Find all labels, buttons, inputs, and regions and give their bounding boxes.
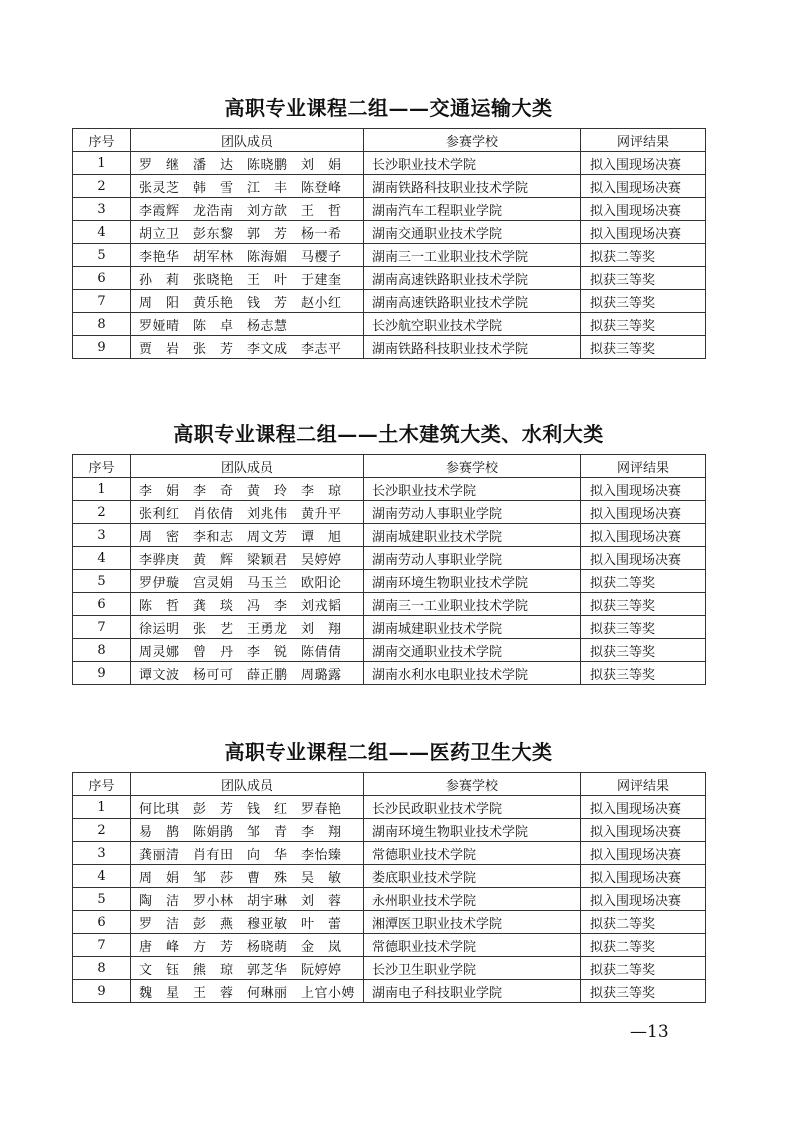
- table-row: [73, 888, 706, 911]
- table-header-row: [73, 773, 706, 796]
- team-members: 李霞辉 龙浩南 刘方歆 王 哲: [131, 198, 364, 221]
- table-row: [73, 911, 706, 934]
- school-name: 永州职业技术学院: [364, 888, 581, 911]
- school-name: 长沙民政职业技术学院: [364, 796, 581, 819]
- team-members: 张利红 肖依倩 刘兆伟 黄升平: [131, 501, 364, 524]
- team-members: 孙 莉 张晓艳 王 叶 于建奎: [131, 267, 364, 290]
- table-row: [73, 175, 706, 198]
- row-number: 9: [73, 980, 131, 1003]
- team-members: 胡立卫 彭东黎 郭 芳 杨一希: [131, 221, 364, 244]
- column-header: 参赛学校: [364, 455, 581, 478]
- row-number: 7: [73, 290, 131, 313]
- results-table: [72, 128, 706, 359]
- table-row: [73, 865, 706, 888]
- review-result: 拟获三等奖: [581, 290, 706, 313]
- school-name: 湖南交通职业技术学院: [364, 639, 581, 662]
- row-number: 7: [73, 934, 131, 957]
- review-result: 拟获三等奖: [581, 980, 706, 1003]
- column-header: 团队成员: [131, 129, 364, 152]
- review-result: 拟获二等奖: [581, 934, 706, 957]
- section-title: 高职专业课程二组——土木建筑大类、水利大类: [173, 422, 604, 446]
- column-header: 网评结果: [581, 455, 706, 478]
- team-members: 何比琪 彭 芳 钱 红 罗春艳: [131, 796, 364, 819]
- column-header: 参赛学校: [364, 773, 581, 796]
- column-header: 网评结果: [581, 773, 706, 796]
- column-header: 团队成员: [131, 773, 364, 796]
- table-row: [73, 934, 706, 957]
- review-result: 拟入围现场决赛: [581, 175, 706, 198]
- row-number: 8: [73, 639, 131, 662]
- table-row: [73, 980, 706, 1003]
- results-table: [72, 454, 706, 685]
- team-members: 罗 洁 彭 燕 穆亚敏 叶 蕾: [131, 911, 364, 934]
- column-header: 序号: [73, 455, 131, 478]
- review-result: 拟入围现场决赛: [581, 524, 706, 547]
- table-row: [73, 221, 706, 244]
- school-name: 长沙职业技术学院: [364, 152, 581, 175]
- table-row: [73, 244, 706, 267]
- table-row: [73, 842, 706, 865]
- row-number: 8: [73, 957, 131, 980]
- review-result: 拟获三等奖: [581, 267, 706, 290]
- school-name: 湖南三一工业职业技术学院: [364, 593, 581, 616]
- review-result: 拟入围现场决赛: [581, 888, 706, 911]
- row-number: 1: [73, 478, 131, 501]
- row-number: 2: [73, 501, 131, 524]
- school-name: 湖南铁路科技职业技术学院: [364, 175, 581, 198]
- school-name: 长沙卫生职业学院: [364, 957, 581, 980]
- review-result: 拟获二等奖: [581, 244, 706, 267]
- review-result: 拟入围现场决赛: [581, 796, 706, 819]
- team-members: 龚丽清 肖有田 向 华 李怡臻: [131, 842, 364, 865]
- school-name: 湖南劳动人事职业学院: [364, 547, 581, 570]
- school-name: 湖南电子科技职业学院: [364, 980, 581, 1003]
- row-number: 6: [73, 911, 131, 934]
- team-members: 李 娟 李 奇 黄 玲 李 琼: [131, 478, 364, 501]
- column-header: 序号: [73, 129, 131, 152]
- row-number: 9: [73, 662, 131, 685]
- table-header-row: [73, 129, 706, 152]
- row-number: 5: [73, 570, 131, 593]
- school-name: 湘潭医卫职业技术学院: [364, 911, 581, 934]
- table-row: [73, 198, 706, 221]
- review-result: 拟获三等奖: [581, 313, 706, 336]
- table-row: [73, 593, 706, 616]
- table-row: [73, 547, 706, 570]
- team-members: 周 娟 邹 莎 曹 殊 吴 敏: [131, 865, 364, 888]
- row-number: 4: [73, 547, 131, 570]
- review-result: 拟获三等奖: [581, 593, 706, 616]
- school-name: 湖南三一工业职业技术学院: [364, 244, 581, 267]
- school-name: 湖南铁路科技职业技术学院: [364, 336, 581, 359]
- column-header: 团队成员: [131, 455, 364, 478]
- team-members: 周 密 李和志 周文芳 谭 旭: [131, 524, 364, 547]
- team-members: 徐运明 张 艺 王勇龙 刘 翔: [131, 616, 364, 639]
- table-row: [73, 957, 706, 980]
- column-header: 网评结果: [581, 129, 706, 152]
- school-name: 长沙职业技术学院: [364, 478, 581, 501]
- school-name: 湖南高速铁路职业技术学院: [364, 267, 581, 290]
- table-row: [73, 662, 706, 685]
- school-name: 娄底职业技术学院: [364, 865, 581, 888]
- row-number: 2: [73, 175, 131, 198]
- team-members: 陈 哲 龚 琰 冯 李 刘戎韬: [131, 593, 364, 616]
- school-name: 湖南环境生物职业技术学院: [364, 819, 581, 842]
- table-row: [73, 336, 706, 359]
- row-number: 3: [73, 524, 131, 547]
- review-result: 拟入围现场决赛: [581, 819, 706, 842]
- table-row: [73, 290, 706, 313]
- team-members: 周灵娜 曾 丹 李 锐 陈倩倩: [131, 639, 364, 662]
- school-name: 湖南交通职业技术学院: [364, 221, 581, 244]
- table-header-row: [73, 455, 706, 478]
- table-row: [73, 796, 706, 819]
- team-members: 张灵芝 韩 雪 江 丰 陈登峰: [131, 175, 364, 198]
- table-row: [73, 570, 706, 593]
- section-title: 高职专业课程二组——交通运输大类: [224, 96, 553, 120]
- team-members: 魏 星 王 蓉 何琳丽 上官小娉: [131, 980, 364, 1003]
- school-name: 常德职业技术学院: [364, 934, 581, 957]
- team-members: 李骅庚 黄 辉 梁颖君 吴婷婷: [131, 547, 364, 570]
- review-result: 拟获二等奖: [581, 570, 706, 593]
- review-result: 拟获二等奖: [581, 957, 706, 980]
- column-header: 参赛学校: [364, 129, 581, 152]
- school-name: 湖南汽车工程职业学院: [364, 198, 581, 221]
- row-number: 3: [73, 198, 131, 221]
- section-title: 高职专业课程二组——医药卫生大类: [224, 740, 553, 764]
- review-result: 拟获三等奖: [581, 616, 706, 639]
- row-number: 5: [73, 244, 131, 267]
- review-result: 拟获三等奖: [581, 336, 706, 359]
- page-number: —13: [630, 1022, 669, 1042]
- review-result: 拟获二等奖: [581, 911, 706, 934]
- review-result: 拟入围现场决赛: [581, 152, 706, 175]
- school-name: 湖南劳动人事职业学院: [364, 501, 581, 524]
- review-result: 拟入围现场决赛: [581, 547, 706, 570]
- row-number: 1: [73, 796, 131, 819]
- review-result: 拟入围现场决赛: [581, 501, 706, 524]
- school-name: 湖南城建职业技术学院: [364, 524, 581, 547]
- column-header: 序号: [73, 773, 131, 796]
- team-members: 陶 洁 罗小林 胡宇琳 刘 蓉: [131, 888, 364, 911]
- school-name: 湖南环境生物职业技术学院: [364, 570, 581, 593]
- table-row: [73, 616, 706, 639]
- row-number: 6: [73, 267, 131, 290]
- school-name: 长沙航空职业技术学院: [364, 313, 581, 336]
- table-row: [73, 524, 706, 547]
- review-result: 拟获三等奖: [581, 639, 706, 662]
- team-members: 贾 岩 张 芳 李文成 李志平: [131, 336, 364, 359]
- review-result: 拟获三等奖: [581, 662, 706, 685]
- team-members: 周 阳 黄乐艳 钱 芳 赵小红: [131, 290, 364, 313]
- row-number: 3: [73, 842, 131, 865]
- review-result: 拟入围现场决赛: [581, 198, 706, 221]
- team-members: 罗娅晴 陈 卓 杨志慧: [131, 313, 364, 336]
- school-name: 湖南城建职业技术学院: [364, 616, 581, 639]
- results-table: [72, 772, 706, 1003]
- row-number: 5: [73, 888, 131, 911]
- table-row: [73, 501, 706, 524]
- row-number: 7: [73, 616, 131, 639]
- table-row: [73, 267, 706, 290]
- row-number: 4: [73, 221, 131, 244]
- row-number: 2: [73, 819, 131, 842]
- review-result: 拟入围现场决赛: [581, 842, 706, 865]
- row-number: 4: [73, 865, 131, 888]
- table-row: [73, 478, 706, 501]
- table-row: [73, 819, 706, 842]
- table-row: [73, 639, 706, 662]
- row-number: 1: [73, 152, 131, 175]
- team-members: 文 钰 熊 琼 郭芝华 阮婷婷: [131, 957, 364, 980]
- review-result: 拟入围现场决赛: [581, 865, 706, 888]
- table-row: [73, 313, 706, 336]
- team-members: 唐 峰 方 芳 杨晓萌 金 岚: [131, 934, 364, 957]
- school-name: 湖南水利水电职业技术学院: [364, 662, 581, 685]
- school-name: 湖南高速铁路职业技术学院: [364, 290, 581, 313]
- review-result: 拟入围现场决赛: [581, 221, 706, 244]
- row-number: 6: [73, 593, 131, 616]
- team-members: 李艳华 胡军林 陈海媚 马樱子: [131, 244, 364, 267]
- school-name: 常德职业技术学院: [364, 842, 581, 865]
- team-members: 罗 继 潘 达 陈晓鹏 刘 娟: [131, 152, 364, 175]
- team-members: 易 鹊 陈娟鹃 邹 青 李 翔: [131, 819, 364, 842]
- row-number: 8: [73, 313, 131, 336]
- row-number: 9: [73, 336, 131, 359]
- table-row: [73, 152, 706, 175]
- review-result: 拟入围现场决赛: [581, 478, 706, 501]
- team-members: 罗伊璇 宫灵娟 马玉兰 欧阳论: [131, 570, 364, 593]
- team-members: 谭文波 杨可可 薛正鹏 周璐露: [131, 662, 364, 685]
